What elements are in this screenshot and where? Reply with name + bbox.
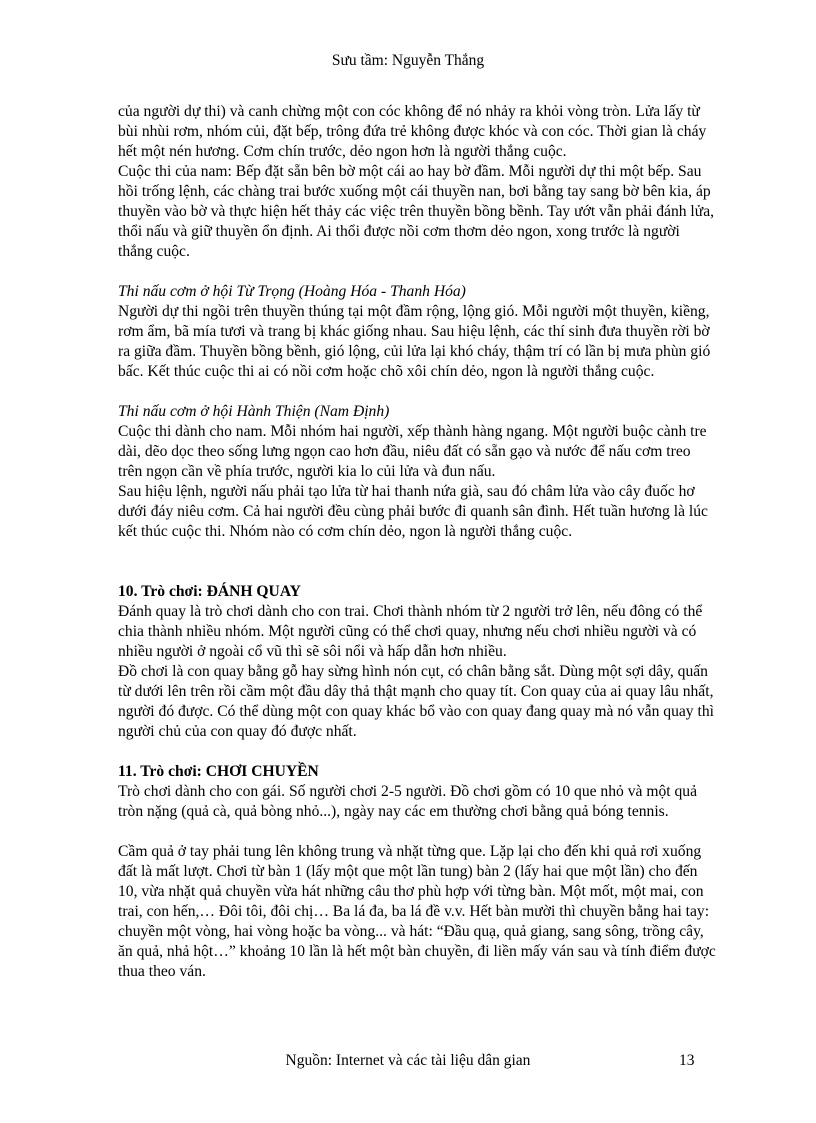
spacer: [118, 542, 718, 582]
tu-trong-paragraph: Người dự thi ngồi trên thuyền thúng tại một đầm rộng, lộng gió. Mỗi người một thuyền, kiềng, rơm ẩm, bã mía tươi và trang bị khác giống nhau. Sau hiệu lệnh, các thí sinh đưa thuyền rời bờ ra giữa đầm. Thuyền bồng bềnh, gió lộng, củi lửa lại khó cháy, thậm trí có lần bị mưa phùn gió bấc. Kết thúc cuộc thi ai có nồi cơm hoặc chõ xôi chín dẻo, ngon là người thắng cuộc.: [118, 303, 711, 380]
spacer: [118, 382, 718, 402]
hanh-thien-subtitle: Thi nấu cơm ở hội Hành Thiện (Nam Định): [118, 403, 390, 420]
footer-source: Nguồn: Internet và các tài liệu dân gian: [285, 1052, 531, 1069]
choi-chuyen-paragraph-1: Trò chơi dành cho con gái. Số người chơi 2-5 người. Đồ chơi gồm có 10 que nhỏ và một quả tròn nặng (quả cà, quả bòng nhỏ...), ngày nay các em thường chơi bằng quả bóng tennis.: [118, 783, 698, 820]
spacer: [118, 262, 718, 282]
spacer: [118, 822, 718, 842]
page-header: Sưu tầm: Nguyễn Thắng: [331, 52, 485, 69]
hanh-thien-paragraph-1: Cuộc thi dành cho nam. Mỗi nhóm hai người, xếp thành hàng ngang. Một người buộc cành tre dài, dẽo dọc theo sống lưng ngọn cao hơn đầu, niêu đất có sẵn gạo và nước để nấu cơm treo trên ngọn cần về phía trước, người kia lo củi lửa và đun nấu.: [118, 423, 707, 480]
tu-trong-subtitle: Thi nấu cơm ở hội Từ Trọng (Hoàng Hóa - Thanh Hóa): [118, 283, 466, 300]
choi-chuyen-paragraph-2: Cầm quả ở tay phải tung lên không trung và nhặt từng que. Lặp lại cho đến khi quả rơi xuống đất là mất lượt. Chơi từ bàn 1 (lấy một que một lần tung) bàn 2 (lấy hai que một lần) cho đến 10, vừa nhặt quả chuyền vừa hát những câu thơ phù hợp với từng bàn. Một mốt, một mai, con trai, con hến,… Đôi tôi, đôi chị… Ba lá đa, ba lá đề v.v. Hết bàn mười thì chuyền bằng hai tay: chuyền một vòng, hai vòng hoặc ba vòng... và hát: “Đầu quạ, quả giang, sang sông, trồng cây, ăn quả, nhả hột…” khoảng 10 lần là hết một bàn chuyền, đi liền mấy ván sau và tính điểm được thua theo ván.: [118, 843, 716, 980]
page-number: 13: [679, 1052, 695, 1069]
danh-quay-heading: 10. Trò chơi: ĐÁNH QUAY: [118, 583, 301, 600]
danh-quay-paragraph-2: Đồ chơi là con quay bằng gỗ hay sừng hình nón cụt, có chân bằng sắt. Dùng một sợi dây, quấn từ dưới lên trên rồi cầm một đầu dây thả thật mạnh cho quay tít. Con quay của ai quay lâu nhất, người đó được. Có thể dùng một con quay khác bổ vào con quay đang quay mà nó vẫn quay thì người chủ của con quay đó được nhất.: [118, 663, 714, 740]
danh-quay-paragraph-1: Đánh quay là trò chơi dành cho con trai. Chơi thành nhóm từ 2 người trở lên, nếu đông có thể chia thành nhiều nhóm. Một người cũng có thể chơi quay, nhưng nếu chơi nhiều người và có nhiều người ở ngoài cổ vũ thì sẽ sôi nổi và hấp dẫn hơn nhiều.: [118, 603, 703, 660]
choi-chuyen-heading: 11. Trò chơi: CHƠI CHUYỀN: [118, 763, 319, 780]
intro-paragraph-1: của người dự thi) và canh chừng một con cóc không để nó nhảy ra khỏi vòng tròn. Lửa lấy từ bùi nhùi rơm, nhóm củi, đặt bếp, trông đứa trẻ không được khóc và con cóc. Thời gian là cháy hết một nén hương. Cơm chín trước, dẻo ngon hơn là người thắng cuộc.: [118, 103, 707, 160]
spacer: [118, 742, 718, 762]
intro-paragraph-2: Cuộc thi của nam: Bếp đặt sẵn bên bờ một cái ao hay bờ đầm. Mỗi người dự thi một bếp. Sau hồi trống lệnh, các chàng trai bước xuống một cái thuyền nan, bơi bằng tay sang bờ bên kia, áp thuyền vào bờ và thực hiện hết thảy các việc trên thuyền bồng bềnh. Tay ướt vẫn phải đánh lửa, thổi nấu và giữ thuyền ổn định. Ai thổi được nồi cơm thơm dẻo ngon, xong trước là người thắng cuộc.: [118, 163, 715, 260]
hanh-thien-paragraph-2: Sau hiệu lệnh, người nấu phải tạo lửa từ hai thanh nứa già, sau đó châm lửa vào cây đuốc hơ dưới đáy niêu cơm. Cả hai người đều cùng phải bước đi quanh sân đình. Hết tuần hương là lúc kết thúc cuộc thi. Nhóm nào có cơm chín dẻo, ngon là người thắng cuộc.: [118, 483, 708, 540]
document-body: [118, 102, 718, 982]
